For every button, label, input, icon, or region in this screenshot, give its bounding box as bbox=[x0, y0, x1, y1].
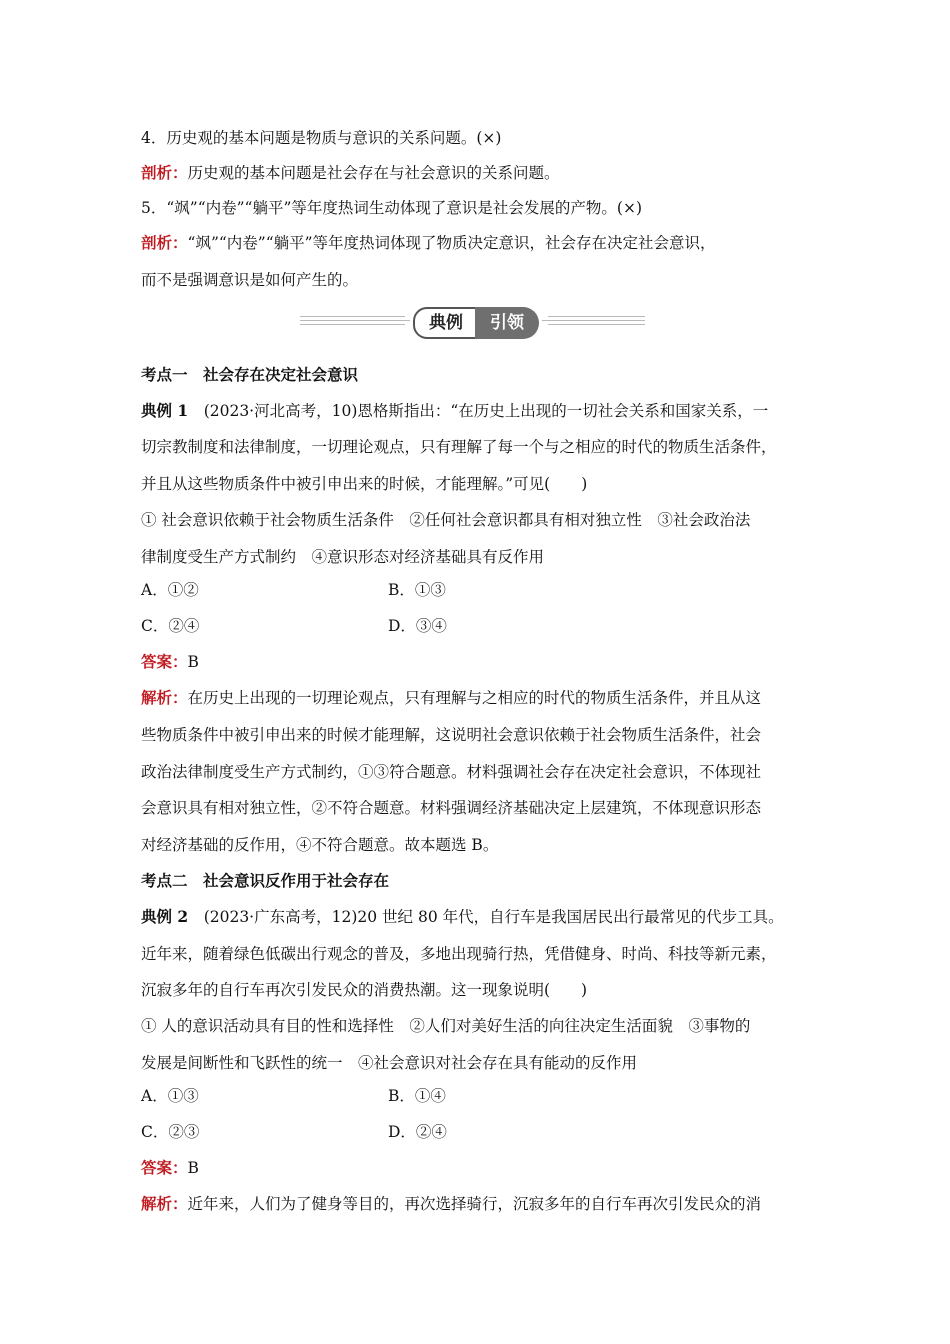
section1-analysis-4: 会意识具有相对独立性，②不符合题意。材料强调经济基础决定上层建筑，不体现意识形态 bbox=[141, 799, 762, 817]
section1-analysis-5: 对经济基础的反作用，④不符合题意。故本题选 B。 bbox=[141, 836, 499, 854]
option-b: B．①④ bbox=[388, 1087, 446, 1105]
example-label: 典例 2 bbox=[141, 907, 189, 926]
section-banner bbox=[300, 305, 645, 339]
option-a: A．①② bbox=[141, 581, 199, 599]
section2-stem-3: 沉寂多年的自行车再次引发民众的消费热潮。这一现象说明( ) bbox=[141, 981, 588, 999]
section1-answer: 答案：B bbox=[141, 652, 199, 671]
section2-statements-2: 发展是间断性和飞跃性的统一 ④社会意识对社会存在具有能动的反作用 bbox=[141, 1054, 638, 1072]
analysis-label: 解析： bbox=[141, 688, 188, 707]
section1-statements-1: ① 社会意识依赖于社会物质生活条件 ②任何社会意识都具有相对独立性 ③社会政治法 bbox=[141, 511, 751, 529]
section1-statements-2: 律制度受生产方式制约 ④意识形态对经济基础具有反作用 bbox=[141, 548, 545, 566]
question-5-analysis-cont: 而不是强调意识是如何产生的。 bbox=[141, 271, 359, 289]
analysis-label: 解析： bbox=[141, 1194, 188, 1213]
answer-label: 答案： bbox=[141, 652, 188, 671]
question-4-analysis: 剖析：历史观的基本问题是社会存在与社会意识的关系问题。 bbox=[141, 163, 560, 182]
example-label: 典例 1 bbox=[141, 401, 189, 420]
section2-heading: 考点二 社会意识反作用于社会存在 bbox=[141, 871, 390, 890]
question-4: 4．历史观的基本问题是物质与意识的关系问题。(×) bbox=[141, 129, 502, 147]
option-c: C．②④ bbox=[141, 617, 200, 635]
question-5: 5．“飒”“内卷”“躺平”等年度热词生动体现了意识是社会发展的产物。(×) bbox=[141, 199, 642, 217]
option-b: B．①③ bbox=[388, 581, 446, 599]
section2-statements-1: ① 人的意识活动具有目的性和选择性 ②人们对美好生活的向往决定生活面貌 ③事物的 bbox=[141, 1017, 751, 1035]
section1-heading: 考点一 社会存在决定社会意识 bbox=[141, 365, 359, 384]
section2-analysis-1: 解析：近年来，人们为了健身等目的，再次选择骑行，沉寂多年的自行车再次引发民众的消 bbox=[141, 1194, 762, 1213]
section1-stem-3: 并且从这些物质条件中被引申出来的时候，才能理解。”可见( ) bbox=[141, 475, 588, 493]
section2-answer: 答案：B bbox=[141, 1158, 199, 1177]
option-d: D．②④ bbox=[388, 1123, 447, 1141]
section1-stem-2: 切宗教制度和法律制度，一切理论观点，只有理解了每一个与之相应的时代的物质生活条件， bbox=[141, 438, 777, 456]
analysis-label: 剖析： bbox=[141, 163, 188, 182]
question-5-analysis: 剖析：“飒”“内卷”“躺平”等年度热词体现了物质决定意识，社会存在决定社会意识， bbox=[141, 233, 716, 252]
section1-analysis-1: 解析：在历史上出现的一切理论观点，只有理解与之相应的时代的物质生活条件，并且从这 bbox=[141, 688, 762, 707]
option-a: A．①③ bbox=[141, 1087, 199, 1105]
section1-analysis-3: 政治法律制度受生产方式制约，①③符合题意。材料强调社会存在决定社会意识，不体现社 bbox=[141, 763, 762, 781]
section2-stem-1: 典例 2 (2023·广东高考，12)20 世纪 80 年代，自行车是我国居民出行最常见的代步工具。 bbox=[141, 907, 784, 926]
banner-label-left: 典例 bbox=[413, 307, 479, 339]
section2-stem-2: 近年来，随着绿色低碳出行观念的普及，多地出现骑行热，凭借健身、时尚、科技等新元素， bbox=[141, 945, 777, 963]
banner-label-right: 引领 bbox=[475, 307, 539, 339]
answer-label: 答案： bbox=[141, 1158, 188, 1177]
option-d: D．③④ bbox=[388, 617, 447, 635]
analysis-label: 剖析： bbox=[141, 233, 188, 252]
option-c: C．②③ bbox=[141, 1123, 200, 1141]
section1-stem-1: 典例 1 (2023·河北高考，10)恩格斯指出：“在历史上出现的一切社会关系和国家关系，一 bbox=[141, 401, 769, 420]
section1-analysis-2: 些物质条件中被引申出来的时候才能理解，这说明社会意识依赖于社会物质生活条件，社会 bbox=[141, 726, 762, 744]
